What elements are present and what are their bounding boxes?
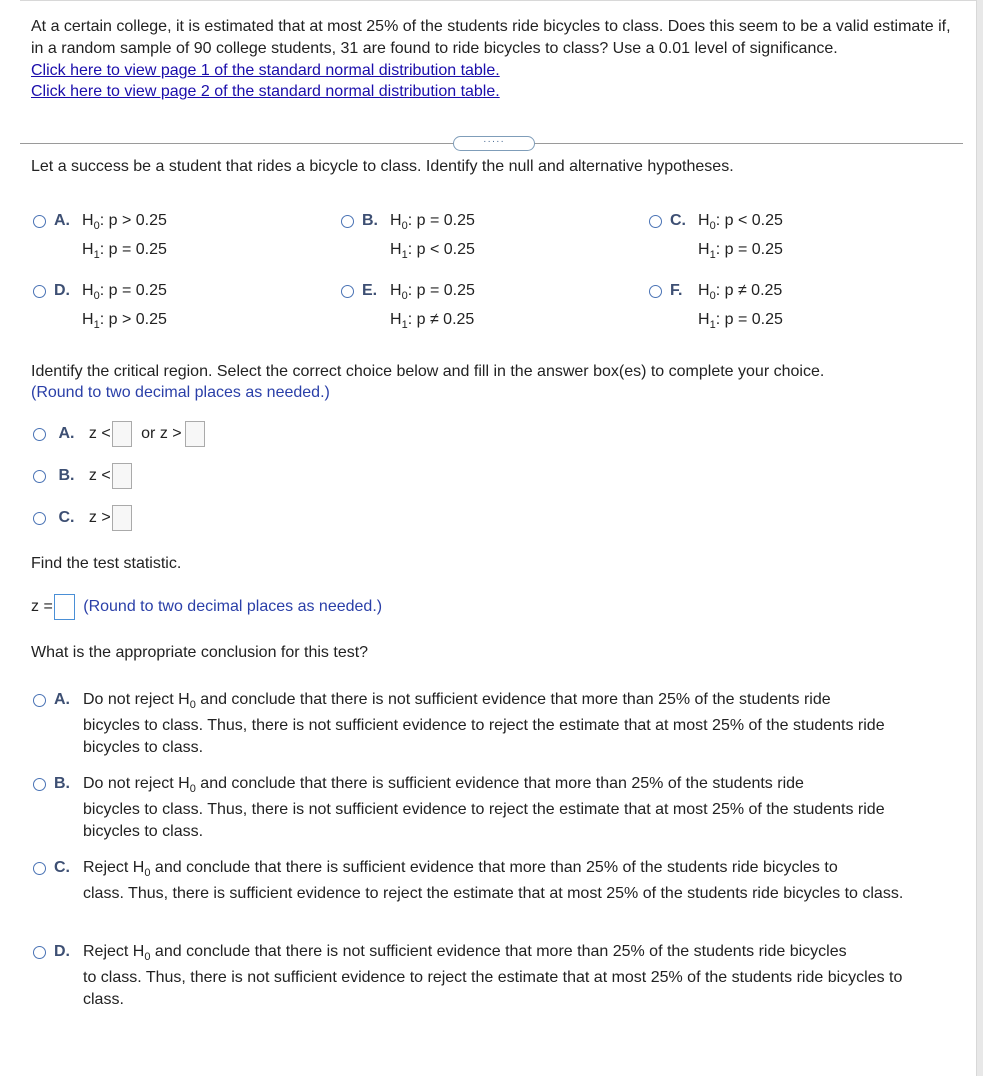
radio-hypothesis[interactable] — [649, 285, 662, 298]
statistic-prompt: Find the test statistic. — [31, 555, 182, 572]
z-less-label: z < — [88, 467, 111, 485]
hypothesis-pair — [82, 207, 167, 265]
critical-option-a[interactable] — [33, 421, 205, 447]
z-equals-label: z = — [31, 598, 53, 616]
expand-more-button[interactable]: ····· — [453, 136, 535, 151]
critical-b-input[interactable] — [112, 463, 132, 489]
scrollbar-track[interactable] — [976, 0, 983, 1076]
hypothesis-option-d[interactable] — [33, 277, 167, 335]
null-hypothesis: $H_0$: p < 0.25 — [698, 212, 783, 232]
option-letter: B. — [362, 212, 378, 229]
critical-region-text: Identify the critical region. Select the correct choice below and fill in the answer box(es) to complete your choice. — [31, 363, 825, 380]
normal-table-link-page-2[interactable]: Click here to view page 2 of the standard normal distribution table. — [31, 83, 500, 100]
normal-table-link-page-1[interactable]: Click here to view page 1 of the standard normal distribution table. — [31, 62, 500, 79]
option-letter: C. — [58, 509, 75, 527]
hypothesis-option-b[interactable] — [341, 207, 475, 265]
option-letter: F. — [670, 282, 683, 299]
radio-conclusion[interactable] — [33, 694, 46, 707]
hypothesis-pair — [390, 207, 475, 265]
radio-hypothesis[interactable] — [649, 215, 662, 228]
null-hypothesis: $H_0$: p = 0.25 — [82, 282, 167, 302]
critical-a-upper-input[interactable] — [185, 421, 205, 447]
hypothesis-pair — [698, 207, 783, 265]
null-hypothesis: $H_0$: p = 0.25 — [390, 282, 475, 302]
alternative-hypothesis: $H_1$: p = 0.25 — [698, 311, 783, 331]
radio-conclusion[interactable] — [33, 946, 46, 959]
hypothesis-option-a[interactable] — [33, 207, 167, 265]
radio-critical-b[interactable] — [33, 470, 46, 483]
radio-conclusion[interactable] — [33, 778, 46, 791]
critical-region-prompt — [31, 361, 824, 403]
conclusion-text: Do not reject $H_0$ and conclude that there is sufficient evidence that more than 25% of the students ride bicycles to class. Thus, there is not sufficient evidence to reject the estimate that at most 25% of the students ride bicycles to class. — [83, 775, 885, 840]
alternative-hypothesis: $H_1$: p < 0.25 — [390, 241, 475, 261]
hypothesis-pair — [698, 277, 783, 335]
alternative-hypothesis: $H_1$: p = 0.25 — [698, 241, 783, 261]
or-z-greater-label: or z > — [141, 425, 182, 443]
hypothesis-option-e[interactable] — [341, 277, 475, 335]
option-letter: B. — [54, 775, 70, 792]
conclusion-option-c[interactable] — [33, 857, 953, 905]
statistic-hint: (Round to two decimal places as needed.) — [83, 598, 383, 616]
conclusion-option-d[interactable] — [33, 941, 953, 1011]
critical-option-b[interactable] — [33, 463, 132, 489]
alternative-hypothesis: $H_1$: p > 0.25 — [82, 311, 167, 331]
hypothesis-option-c[interactable] — [649, 207, 783, 265]
conclusion-text: Do not reject $H_0$ and conclude that there is not sufficient evidence that more than 25% of the students ride bicycles to class. Thus, there is not sufficient evidence to reject the estimate that at most 25% of the students ride bicycles to class. — [83, 691, 885, 756]
null-hypothesis: $H_0$: p = 0.25 — [390, 212, 475, 232]
null-hypothesis: $H_0$: p > 0.25 — [82, 212, 167, 232]
radio-conclusion[interactable] — [33, 862, 46, 875]
alternative-hypothesis: $H_1$: p ≠ 0.25 — [390, 311, 475, 331]
z-less-label: z < — [88, 425, 111, 443]
conclusion-option-b[interactable] — [33, 773, 953, 843]
conclusion-text: Reject $H_0$ and conclude that there is not sufficient evidence that more than 25% of the students ride bicycles to class. Thus, there is not sufficient evidence to reject the estimate that at most 25% of the students ride bicycles to class. — [83, 943, 903, 1008]
hypothesis-pair — [390, 277, 475, 335]
option-letter: D. — [54, 943, 70, 960]
null-hypothesis: $H_0$: p ≠ 0.25 — [698, 282, 783, 302]
hypothesis-pair — [82, 277, 167, 335]
option-letter: C. — [54, 859, 70, 876]
conclusion-text: Reject $H_0$ and conclude that there is sufficient evidence that more than 25% of the students ride bicycles to class. Thus, there is sufficient evidence to reject the estimate that at most 25% of the students ride bicycles to class. — [83, 859, 904, 902]
radio-hypothesis[interactable] — [341, 215, 354, 228]
z-greater-label: z > — [88, 509, 111, 527]
top-border — [20, 0, 977, 1]
radio-hypothesis[interactable] — [341, 285, 354, 298]
radio-hypothesis[interactable] — [33, 285, 46, 298]
option-letter: C. — [670, 212, 686, 229]
option-letter: A. — [54, 691, 70, 708]
hypotheses-prompt: Let a success be a student that rides a bicycle to class. Identify the null and alternative hypotheses. — [31, 158, 734, 175]
radio-hypothesis[interactable] — [33, 215, 46, 228]
alternative-hypothesis: $H_1$: p = 0.25 — [82, 241, 167, 261]
radio-critical-c[interactable] — [33, 512, 46, 525]
problem-statement — [31, 16, 956, 102]
conclusion-prompt: What is the appropriate conclusion for this test? — [31, 644, 369, 661]
option-letter: A. — [54, 212, 70, 229]
radio-critical-a[interactable] — [33, 428, 46, 441]
critical-a-lower-input[interactable] — [112, 421, 132, 447]
statistic-row — [31, 594, 382, 620]
hypothesis-option-f[interactable] — [649, 277, 783, 335]
option-letter: E. — [362, 282, 378, 299]
option-letter: A. — [58, 425, 75, 443]
critical-option-c[interactable] — [33, 505, 132, 531]
test-statistic-input[interactable] — [54, 594, 75, 620]
critical-region-hint: (Round to two decimal places as needed.) — [31, 384, 330, 401]
problem-text: At a certain college, it is estimated that at most 25% of the students ride bicycles to class. Does this seem to be a valid estimate if, in a random sample of 90 college students, 31 are found to ride bicycles to class? Use a 0.01 level of significance. — [31, 18, 951, 57]
critical-c-input[interactable] — [112, 505, 132, 531]
option-letter: D. — [54, 282, 70, 299]
option-letter: B. — [58, 467, 75, 485]
conclusion-option-a[interactable] — [33, 689, 953, 759]
